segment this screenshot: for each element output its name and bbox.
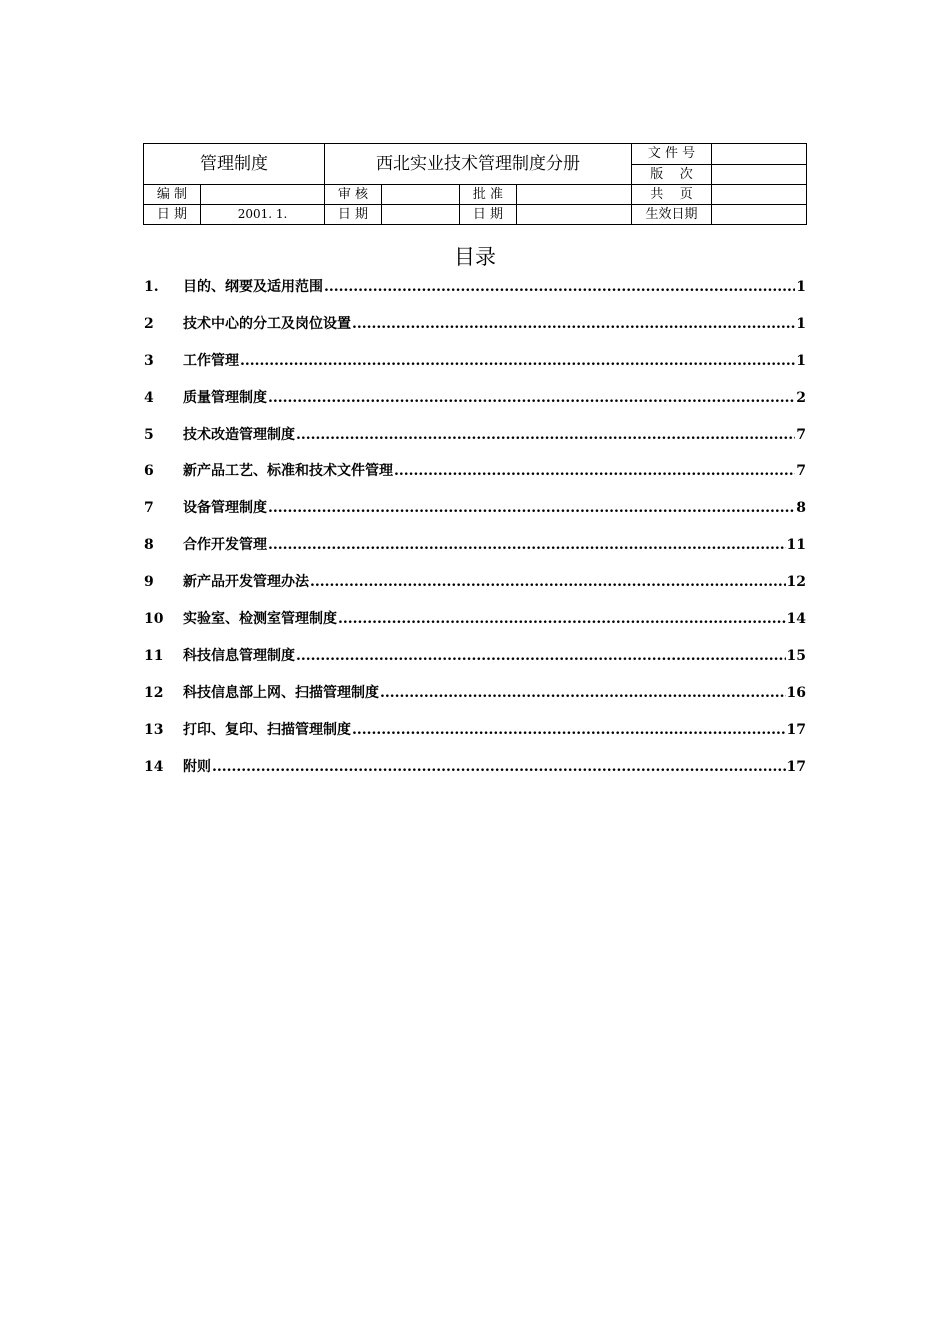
toc-entry-page: 2 — [796, 389, 806, 406]
toc-entry[interactable] — [144, 682, 806, 719]
toc-entry[interactable] — [144, 460, 806, 497]
toc-dot-leader — [296, 424, 795, 446]
doc-no-value — [712, 144, 807, 165]
document-header-table — [143, 143, 807, 225]
review-label: 审 核 — [325, 185, 382, 205]
version-value — [712, 164, 807, 185]
approve-value — [517, 185, 632, 205]
toc-entry[interactable] — [144, 350, 806, 387]
toc-entry[interactable] — [144, 313, 806, 350]
toc-entry[interactable] — [144, 608, 806, 645]
approve-label: 批 准 — [460, 185, 517, 205]
toc-dot-leader — [394, 460, 795, 482]
toc-entry-title: 质量管理制度 — [183, 389, 267, 406]
toc-entry-number: 2 — [144, 315, 154, 332]
toc-entry[interactable] — [144, 756, 806, 793]
toc-dot-leader — [380, 682, 786, 704]
table-of-contents — [144, 276, 806, 792]
toc-entry-title: 技术中心的分工及岗位设置 — [183, 315, 351, 332]
toc-entry-number: 12 — [144, 684, 164, 701]
toc-dot-leader — [296, 645, 786, 667]
toc-entry[interactable] — [144, 534, 806, 571]
toc-title: 目录 — [454, 245, 496, 269]
toc-entry-number: 9 — [144, 574, 154, 591]
toc-entry-title: 目的、纲要及适用范围 — [183, 279, 323, 295]
toc-entry-number: 4 — [144, 389, 154, 406]
approve-date-label: 日 期 — [460, 205, 517, 225]
toc-entry-number: 3 — [144, 352, 154, 369]
toc-dot-leader — [324, 276, 795, 298]
toc-dot-leader — [338, 608, 786, 630]
header-title: 西北实业技术管理制度分册 — [325, 144, 632, 185]
toc-entry[interactable] — [144, 276, 806, 313]
effective-date-label: 生效日期 — [632, 205, 712, 225]
toc-entry-page: 8 — [796, 500, 806, 517]
toc-entry-page: 17 — [786, 758, 806, 775]
toc-dot-leader — [352, 719, 786, 741]
toc-entry-number: 10 — [144, 611, 164, 628]
toc-dot-leader — [268, 387, 795, 409]
toc-entry-page: 7 — [796, 426, 806, 443]
toc-entry-title: 设备管理制度 — [183, 500, 267, 517]
toc-entry-number: 5 — [144, 426, 154, 443]
toc-entry-number: 11 — [144, 647, 164, 664]
toc-dot-leader — [212, 756, 786, 778]
toc-entry[interactable] — [144, 719, 806, 756]
toc-entry-page: 7 — [796, 463, 806, 480]
toc-entry-page: 14 — [786, 611, 806, 628]
toc-dot-leader — [268, 534, 786, 556]
date-value: 2001. 1. — [201, 205, 325, 225]
toc-entry-title: 新产品工艺、标准和技术文件管理 — [183, 463, 393, 480]
toc-dot-leader — [268, 497, 795, 519]
toc-entry-title: 合作开发管理 — [183, 537, 267, 554]
toc-entry-number: 6 — [144, 463, 154, 480]
review-date-value — [382, 205, 460, 225]
doc-no-label: 文 件 号 — [632, 144, 712, 165]
toc-entry[interactable] — [144, 645, 806, 682]
version-label: 版 次 — [632, 164, 712, 185]
toc-entry-number: 13 — [144, 721, 164, 738]
review-value — [382, 185, 460, 205]
toc-entry-title: 工作管理 — [183, 352, 239, 369]
toc-entry-page: 1 — [796, 279, 806, 295]
toc-entry[interactable] — [144, 387, 806, 424]
toc-entry-number: 14 — [144, 758, 164, 775]
toc-entry-page: 12 — [786, 574, 806, 591]
toc-entry-number: 8 — [144, 537, 154, 554]
toc-entry-page: 11 — [786, 537, 806, 554]
toc-entry-number: 7 — [144, 500, 154, 517]
toc-dot-leader — [310, 571, 786, 593]
toc-entry-title: 新产品开发管理办法 — [183, 574, 309, 591]
approve-date-value — [517, 205, 632, 225]
toc-entry-page: 17 — [786, 721, 806, 738]
compiled-label: 编 制 — [144, 185, 201, 205]
toc-dot-leader — [352, 313, 795, 335]
toc-entry-page: 1 — [796, 352, 806, 369]
toc-entry-number: 1. — [144, 279, 159, 295]
toc-entry-title: 科技信息部上网、扫描管理制度 — [183, 684, 379, 701]
date-label: 日 期 — [144, 205, 201, 225]
pages-label: 共 页 — [632, 185, 712, 205]
toc-entry-page: 16 — [786, 684, 806, 701]
header-category: 管理制度 — [144, 144, 325, 185]
toc-entry-title: 附则 — [183, 758, 211, 775]
toc-entry-title: 实验室、检测室管理制度 — [183, 611, 337, 628]
effective-date-value — [712, 205, 807, 225]
toc-entry-page: 1 — [796, 315, 806, 332]
toc-entry[interactable] — [144, 571, 806, 608]
compiled-value — [201, 185, 325, 205]
toc-entry[interactable] — [144, 424, 806, 461]
review-date-label: 日 期 — [325, 205, 382, 225]
toc-entry-page: 15 — [786, 647, 806, 664]
toc-entry-title: 打印、复印、扫描管理制度 — [183, 721, 351, 738]
toc-entry[interactable] — [144, 497, 806, 534]
toc-entry-title: 技术改造管理制度 — [183, 426, 295, 443]
toc-entry-title: 科技信息管理制度 — [183, 647, 295, 664]
toc-dot-leader — [240, 350, 795, 372]
pages-value — [712, 185, 807, 205]
